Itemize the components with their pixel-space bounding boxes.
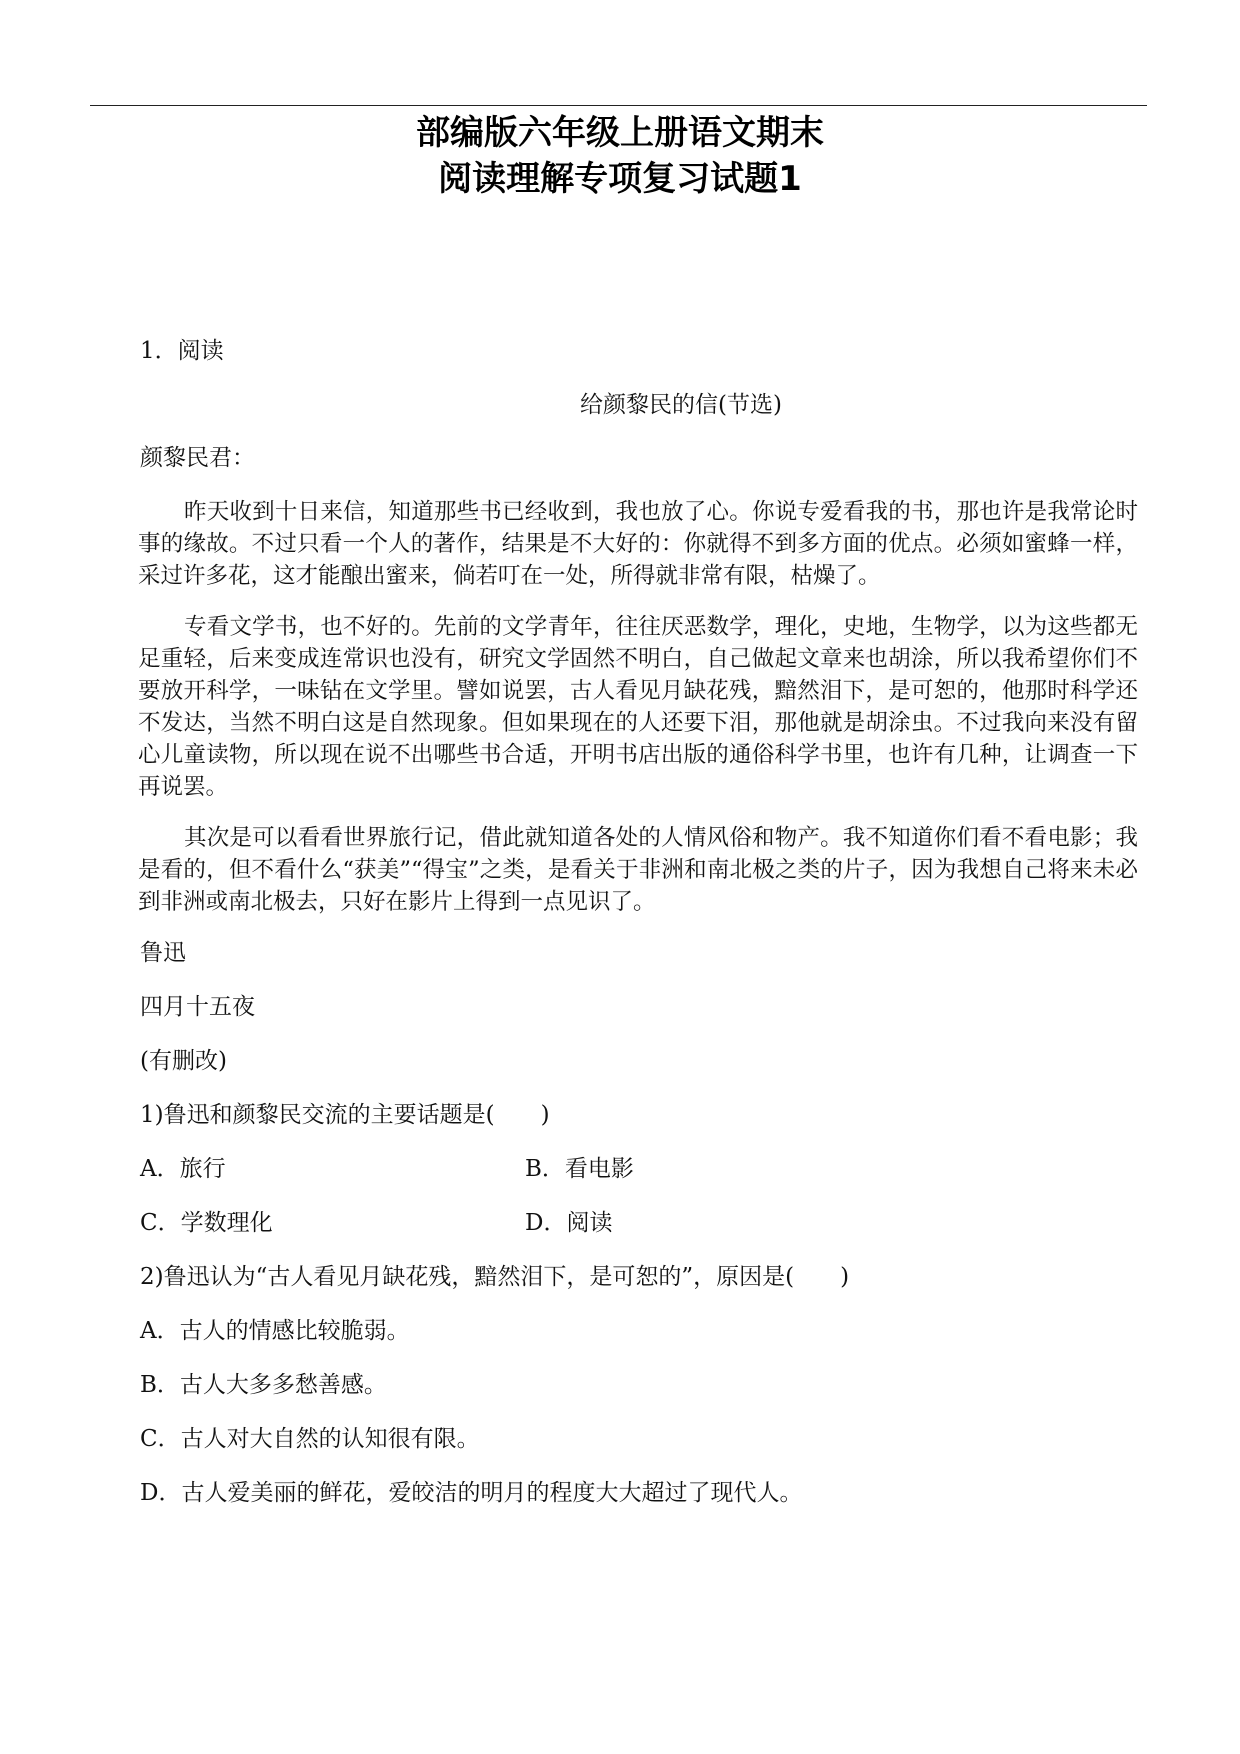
sub-question-2-option-c: C．古人对大自然的认知很有限。 <box>140 1426 480 1452</box>
sub-question-1-options-row-2 <box>140 1207 1140 1239</box>
sub-question-2-stem: 2)鲁迅认为“古人看见月缺花残，黯然泪下，是可恕的”，原因是( ) <box>140 1264 850 1290</box>
passage-title: 给颜黎民的信(节选) <box>580 392 782 418</box>
sub-question-1-option-b: B．看电影 <box>525 1156 634 1182</box>
sub-question-2-option-d: D．古人爱美丽的鲜花，爱皎洁的明月的程度大大超过了现代人。 <box>140 1480 803 1506</box>
sub-question-1-option-c: C．学数理化 <box>140 1210 273 1236</box>
document-title <box>0 110 1240 202</box>
title-line-2: 阅读理解专项复习试题1 <box>438 159 802 199</box>
passage-paragraph-2: 专看文学书，也不好的。先前的文学青年，往往厌恶数学，理化，史地，生物学，以为这些都无足重轻，后来变成连常识也没有，研究文学固然不明白，自己做起文章来也胡涂，所以我希望你们不要放开科学，一味钻在文学里。譬如说罢，古人看见月缺花残，黯然泪下，是可恕的，他那时科学还不发达，当然不明白这是自然现象。但如果现在的人还要下泪，那他就是胡涂虫。不过我向来没有留心儿童读物，所以现在说不出哪些书合适，开明书店出版的通俗科学书里，也许有几种，让调查一下再说罢。 <box>138 614 1138 800</box>
passage-paragraph-3: 其次是可以看看世界旅行记，借此就知道各处的人情风俗和物产。我不知道你们看不看电影；我是看的，但不看什么“获美”“得宝”之类，是看关于非洲和南北极之类的片子，因为我想自己将来未必到非洲或南北极去，只好在影片上得到一点见识了。 <box>138 825 1138 915</box>
letter-date: 四月十五夜 <box>140 994 255 1020</box>
header-rule <box>90 105 1147 106</box>
sub-question-2-option-b: B．古人大多多愁善感。 <box>140 1372 387 1398</box>
sub-question-1-option-a: A．旅行 <box>140 1156 226 1182</box>
question-heading: 1．阅读 <box>140 338 224 364</box>
sub-question-2-option-a: A．古人的情感比较脆弱。 <box>140 1318 410 1344</box>
sub-question-1-stem: 1)鲁迅和颜黎民交流的主要话题是( ) <box>140 1102 550 1128</box>
edit-note: (有删改) <box>140 1048 227 1074</box>
title-line-1: 部编版六年级上册语文期末 <box>416 113 824 153</box>
passage-paragraph-1: 昨天收到十日来信，知道那些书已经收到，我也放了心。你说专爱看我的书，那也许是我常论时事的缘故。不过只看一个人的著作，结果是不大好的：你就得不到多方面的优点。必须如蜜蜂一样，采过许多花，这才能酿出蜜来，倘若叮在一处，所得就非常有限，枯燥了。 <box>138 499 1138 589</box>
sub-question-1-option-d: D．阅读 <box>525 1210 613 1236</box>
sub-question-1-options-row-1 <box>140 1153 1140 1185</box>
salutation: 颜黎民君： <box>140 445 255 471</box>
document-body <box>140 335 1140 1531</box>
signature: 鲁迅 <box>140 940 186 966</box>
